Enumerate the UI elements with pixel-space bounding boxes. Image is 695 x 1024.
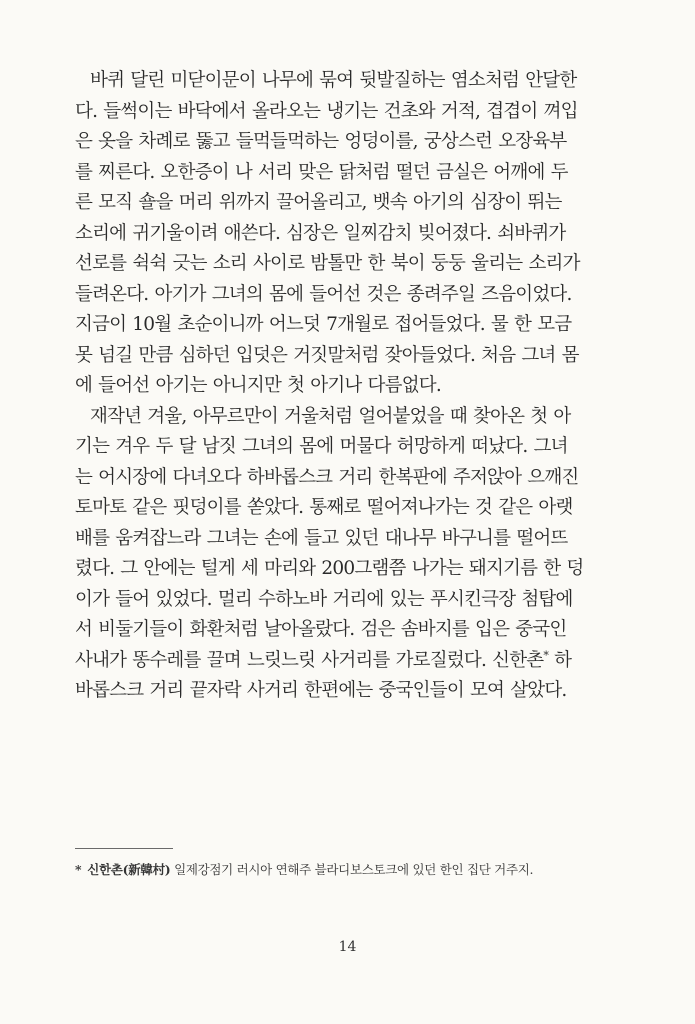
text-line: 은 옷을 차례로 뚫고 들먹들먹하는 엉덩이를, 궁상스런 오장육부 xyxy=(75,131,567,152)
text-line: 바퀴 달린 미닫이문이 나무에 묶여 뒷발질하는 염소처럼 안달한 xyxy=(90,70,577,91)
text-line-segment: 사내가 똥수레를 끌며 느릿느릿 사거리를 가로질렀다. 신한촌 xyxy=(75,649,544,671)
text-line: 서 비둘기들이 화환처럼 날아올랐다. 검은 솜바지를 입은 중국인 xyxy=(75,619,567,640)
text-line: 는 어시장에 다녀오다 하바롭스크 거리 한복판에 주저앉아 으깨진 xyxy=(75,466,579,488)
text-line: 른 모직 숄을 머리 위까지 끌어올리고, 뱃속 아기의 심장이 뛰는 xyxy=(75,192,562,213)
text-line: 못 넘길 만큼 심하던 입덧은 거짓말처럼 잦아들었다. 처음 그녀 몸 xyxy=(75,344,579,366)
footnote-mark: * xyxy=(75,862,82,877)
text-line: 기는 겨우 두 달 남짓 그녀의 몸에 머물다 허망하게 떠났다. 그녀 xyxy=(75,436,568,457)
page-number: 14 xyxy=(338,939,357,955)
text-line: 선로를 쉭쉭 긋는 소리 사이로 밤톨만 한 북이 둥둥 울리는 소리가 xyxy=(75,253,580,274)
footnote-reference[interactable]: * xyxy=(543,648,549,662)
footnote-text: 일제강점기 러시아 연해주 블라디보스토크에 있던 한인 집단 거주지. xyxy=(170,862,534,877)
text-line: 바롭스크 거리 끝자락 사거리 한편에는 중국인들이 모여 살았다. xyxy=(75,680,567,701)
text-line: 다. 들썩이는 바닥에서 올라오는 냉기는 건초와 거적, 겹겹이 껴입 xyxy=(75,100,578,122)
footnote-divider xyxy=(75,848,173,849)
text-line: 를 찌른다. 오한증이 나 서리 맞은 닭처럼 떨던 금실은 어깨에 두 xyxy=(75,161,568,183)
text-line: 재작년 겨울, 아무르만이 거울처럼 얼어붙었을 때 찾아온 첫 아 xyxy=(90,405,571,427)
text-line: 토마토 같은 핏덩이를 쏟았다. 통째로 떨어져나가는 것 같은 아랫 xyxy=(75,497,573,518)
text-line: 에 들어선 아기는 아니지만 첫 아기나 다름없다. xyxy=(75,375,441,396)
text-line: 들려온다. 아기가 그녀의 몸에 들어선 것은 종려주일 즈음이었다. xyxy=(75,283,572,305)
text-line-segment: 하 xyxy=(548,649,572,671)
text-line: 렸다. 그 안에는 털게 세 마리와 200그램쯤 나가는 돼지기름 한 덩 xyxy=(75,558,584,579)
text-line: 소리에 귀기울이려 애쓴다. 심장은 일찌감치 빚어졌다. 쇠바퀴가 xyxy=(75,222,566,244)
text-line: 배를 움켜잡느라 그녀는 손에 들고 있던 대나무 바구니를 떨어뜨 xyxy=(75,527,568,549)
footnote xyxy=(75,862,615,878)
text-line: 지금이 10월 초순이니까 어느덧 7개월로 접어들었다. 물 한 모금 xyxy=(75,314,572,335)
text-line: 이가 들어 있었다. 멀리 수하노바 거리에 있는 푸시킨극장 첨탑에 xyxy=(75,588,573,610)
body-text xyxy=(75,66,615,707)
text-line-with-footnote-ref xyxy=(75,646,615,677)
footnote-term: 신한촌(新韓村) xyxy=(87,862,171,877)
